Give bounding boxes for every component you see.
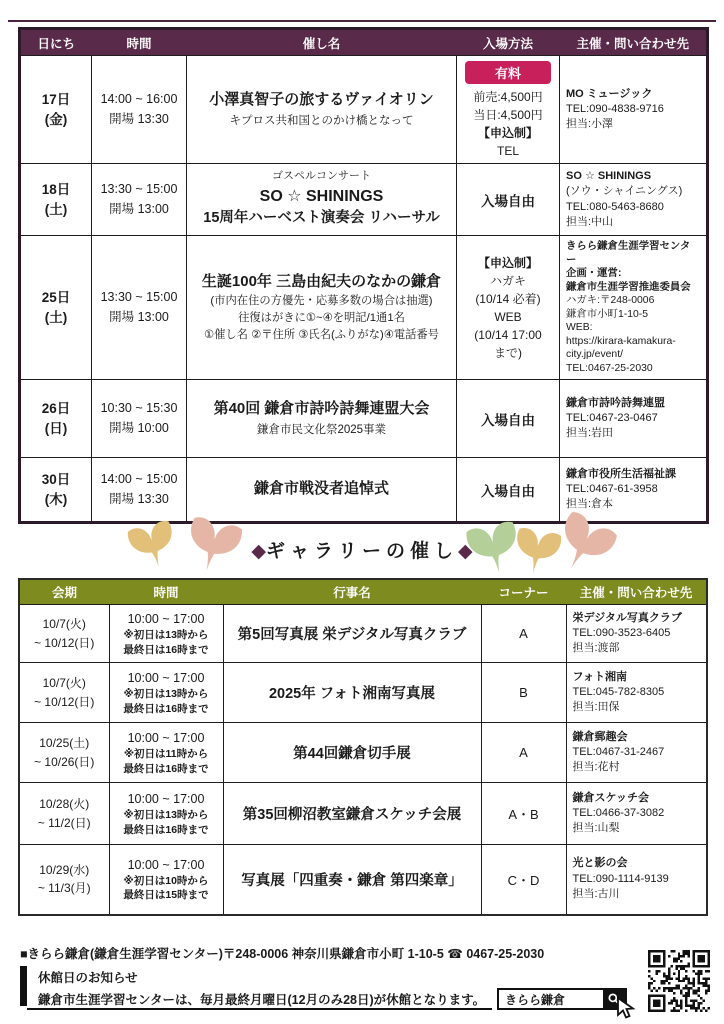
contact-line: TEL:090-1114-9139 (572, 872, 669, 885)
event-title: 小澤真智子の旅するヴァイオリン (209, 90, 434, 108)
col-header-date: 日にち (20, 29, 92, 56)
time-note: 最終日は16時まで (123, 823, 209, 836)
paid-badge: 有料 (465, 61, 551, 84)
events-header-row (20, 29, 708, 56)
gallery-section-title (0, 536, 724, 563)
admission-cell (457, 236, 560, 380)
contact-line: TEL:0467-23-0467 (566, 412, 658, 425)
corner-text: A (519, 626, 528, 641)
event-title-cell (187, 380, 457, 458)
contact-cell (566, 723, 707, 783)
exhibit-title: 2025年 フォト湘南写真展 (268, 686, 436, 702)
contact-line: 栄デジタル写真クラブ (572, 611, 682, 624)
contact-line: フォト湘南 (572, 670, 627, 683)
contact-line: 担当:中山 (566, 215, 614, 228)
table-row (20, 56, 708, 164)
search-box-graphic (497, 988, 627, 1010)
contact-line: 担当:山梨 (572, 822, 620, 835)
table-row (19, 783, 707, 845)
time-note: 最終日は16時まで (123, 702, 209, 715)
contact-line: WEB: (566, 322, 593, 334)
contact-cell (566, 605, 707, 663)
diamond-icon: ◆ (251, 541, 266, 562)
open-time-text: 開場 13:30 (109, 111, 169, 126)
time-cell (109, 783, 223, 845)
qr-code (648, 950, 710, 1012)
notice-underline (27, 1008, 492, 1010)
time-text: 10:30 ~ 15:30 (100, 401, 178, 416)
gallery-title-text: ギャラリーの催し (265, 541, 458, 562)
facility-address (20, 944, 544, 962)
open-time-text: 開場 10:00 (109, 420, 169, 435)
col-header-event-name: 催し名 (187, 29, 457, 56)
contact-url-line: city.jp/event/ (566, 349, 623, 361)
contact-line: (ソウ・シャイニングス) (566, 185, 683, 198)
period-end: ~ 11/2(日) (37, 815, 91, 830)
contact-line: 担当:花村 (572, 761, 620, 774)
gallery-section-banner (0, 512, 724, 578)
period-start: 10/7(火) (42, 616, 86, 631)
weekday-text: (金) (44, 111, 68, 127)
period-end: ~ 10/12(日) (34, 635, 95, 650)
col-header-corner: コーナー (481, 579, 566, 605)
admission-line: ハガキ (489, 273, 526, 288)
time-text: 14:00 ~ 16:00 (100, 92, 178, 107)
event-kicker: ゴスペルコンサート (272, 170, 371, 183)
col-header-contact: 主催・問い合わせ先 (560, 29, 708, 56)
period-cell (19, 783, 109, 845)
time-text: 14:00 ~ 15:00 (100, 472, 178, 487)
open-time-text: 開場 13:00 (109, 309, 169, 324)
col-header-period: 会期 (19, 579, 109, 605)
cursor-arrow-icon (614, 996, 638, 1024)
corner-text: A (519, 745, 528, 760)
period-start: 10/28(火) (39, 796, 90, 811)
contact-line: 鎌倉市役所生活福祉課 (566, 467, 676, 480)
contact-line: 担当:小澤 (566, 118, 614, 131)
table-row (20, 164, 708, 236)
corner-text: A・B (508, 807, 539, 822)
contact-line: 鎌倉市小町1-10-5 (566, 308, 648, 320)
open-time-text: 開場 13:30 (109, 491, 169, 506)
col-header-exhibit-name: 行事名 (223, 579, 481, 605)
exhibit-title-cell (223, 783, 481, 845)
event-title-cell (187, 164, 457, 236)
exhibit-title-cell (223, 663, 481, 723)
closure-notice-title: 休館日のお知らせ (38, 971, 138, 985)
time-text: 13:30 ~ 15:00 (100, 290, 178, 305)
admission-line: 入場自由 (481, 483, 535, 499)
exhibit-title-cell (223, 723, 481, 783)
event-subtitle: 鎌倉市民文化祭2025事業 (256, 424, 387, 437)
contact-line: TEL:0466-37-3082 (572, 806, 665, 819)
time-note: ※初日は13時から (123, 628, 209, 641)
weekday-text: (土) (44, 309, 68, 325)
time-note: 最終日は15時まで (123, 889, 209, 902)
date-cell (20, 164, 92, 236)
weekday-text: (木) (44, 491, 68, 507)
table-row (20, 380, 708, 458)
event-title: SO ☆ SHININGS (259, 187, 384, 205)
time-note: ※初日は13時から (123, 687, 209, 700)
contact-line: TEL:0467-61-3958 (566, 483, 658, 496)
corner-cell (481, 723, 566, 783)
event-detail-line: 往復はがきに①~④を明記/1通1名 (238, 312, 405, 325)
time-note: 最終日は16時まで (123, 762, 209, 775)
date-text: 18日 (41, 181, 71, 197)
date-text: 26日 (41, 401, 71, 417)
contact-line: TEL:0467-25-2030 (566, 362, 653, 374)
period-cell (19, 663, 109, 723)
contact-line: TEL:090-4838-9716 (566, 102, 664, 115)
admission-line: 当日:4,500円 (473, 108, 543, 122)
time-cell (92, 236, 187, 380)
table-row (19, 605, 707, 663)
phone-icon: ☎ (447, 947, 463, 961)
period-cell (19, 723, 109, 783)
period-start: 10/29(水) (39, 862, 90, 877)
exhibit-title: 写真展「四重奏・鎌倉 第四楽章」 (241, 872, 463, 889)
exhibit-title: 第35回柳沼教室鎌倉スケッチ会展 (242, 807, 462, 823)
time-cell (109, 723, 223, 783)
exhibit-title-cell (223, 845, 481, 915)
exhibit-title: 第5回写真展 栄デジタル写真クラブ (237, 627, 467, 643)
table-row (20, 236, 708, 380)
date-text: 30日 (41, 472, 71, 488)
corner-text: C・D (507, 872, 540, 888)
contact-cell (560, 56, 708, 164)
table-row (19, 845, 707, 915)
admission-line: 【申込制】 (477, 255, 538, 270)
col-header-contact: 主催・問い合わせ先 (566, 579, 707, 605)
time-cell (92, 56, 187, 164)
time-text: 10:00 ~ 17:00 (127, 611, 205, 626)
period-cell (19, 845, 109, 915)
event-detail-line: ①催し名 ②〒住所 ③氏名(ふりがな)④電話番号 (203, 329, 440, 342)
exhibit-title-cell (223, 605, 481, 663)
corner-cell (481, 783, 566, 845)
date-cell (20, 380, 92, 458)
exhibit-title: 第44回鎌倉切手展 (293, 746, 411, 762)
time-cell (109, 845, 223, 915)
time-note: ※初日は13時から (123, 808, 209, 821)
contact-line: 鎌倉市詩吟詩舞連盟 (566, 396, 665, 409)
time-cell (92, 380, 187, 458)
date-cell (20, 56, 92, 164)
contact-line: 担当:田保 (572, 701, 620, 714)
open-time-text: 開場 13:00 (109, 201, 169, 216)
time-text: 10:00 ~ 17:00 (127, 791, 205, 806)
date-text: 17日 (41, 91, 71, 107)
diamond-icon: ◆ (458, 541, 473, 562)
period-end: ~ 10/12(日) (34, 694, 95, 709)
admission-cell (457, 56, 560, 164)
contact-cell (560, 236, 708, 380)
contact-line: ハガキ:〒248-0006 (566, 295, 655, 307)
admission-cell (457, 164, 560, 236)
admission-line: 前売:4,500円 (473, 90, 543, 104)
contact-line: 企画・運営: (566, 268, 622, 280)
contact-line: 担当:岩田 (566, 427, 614, 440)
time-cell (109, 605, 223, 663)
corner-cell (481, 663, 566, 723)
table-row (19, 663, 707, 723)
address-text: ■きらら鎌倉(鎌倉生涯学習センター)〒248-0006 神奈川県鎌倉市小町 1-10-5 (20, 947, 444, 961)
admission-line: (10/14 17:00 (474, 327, 542, 342)
table-row (19, 723, 707, 783)
admission-line: 入場自由 (481, 412, 535, 428)
closure-notice-body: 鎌倉市生涯学習センターは、毎月最終月曜日(12月のみ28日)が休館となります。 (38, 993, 486, 1007)
period-start: 10/25(土) (39, 735, 90, 750)
admission-line: 【申込制】 (477, 126, 538, 140)
contact-line: TEL:045-782-8305 (572, 685, 665, 698)
admission-line: TEL (496, 144, 519, 158)
contact-url-line: https://kirara-kamakura- (566, 335, 676, 347)
event-title: 鎌倉市戦没者追悼式 (253, 480, 389, 498)
time-note: ※初日は11時から (123, 747, 209, 760)
event-title: 生誕100年 三島由紀夫のなかの鎌倉 (201, 272, 442, 290)
event-title-cell (187, 56, 457, 164)
admission-line: (10/14 必着) (475, 291, 541, 306)
contact-cell (566, 783, 707, 845)
contact-line: 担当:倉本 (566, 498, 614, 511)
period-end: ~ 10/26(日) (34, 754, 95, 769)
phone-number: 0467-25-2030 (466, 947, 545, 961)
events-table (18, 27, 709, 524)
col-header-time: 時間 (92, 29, 187, 56)
time-text: 10:00 ~ 17:00 (127, 670, 205, 685)
contact-line: SO ☆ SHININGS (566, 170, 652, 183)
contact-cell (566, 845, 707, 915)
time-note: 最終日は16時まで (123, 643, 209, 656)
contact-line: 鎌倉市生涯学習推進委員会 (566, 281, 691, 293)
event-subtitle: キプロス共和国とのかけ橋となって (229, 115, 414, 128)
admission-cell (457, 380, 560, 458)
contact-line: 光と影の会 (572, 857, 628, 870)
time-text: 10:00 ~ 17:00 (127, 730, 205, 745)
contact-line: MO ミュージック (566, 87, 653, 100)
event-title-cell (187, 236, 457, 380)
corner-cell (481, 845, 566, 915)
time-cell (109, 663, 223, 723)
event-title: 第40回 鎌倉市詩吟詩舞連盟大会 (213, 399, 430, 417)
weekday-text: (日) (44, 420, 68, 436)
gallery-header-row (19, 579, 707, 605)
admission-line: まで) (494, 345, 522, 360)
contact-cell (566, 663, 707, 723)
period-start: 10/7(火) (42, 675, 86, 690)
contact-cell (560, 380, 708, 458)
contact-line: TEL:0467-31-2467 (572, 745, 665, 758)
contact-line: きらら鎌倉生涯学習センター (566, 241, 691, 266)
gallery-table (18, 578, 708, 916)
admission-line: 入場自由 (481, 193, 535, 209)
contact-line: 担当:渡部 (572, 642, 620, 655)
event-title-2: 15周年ハーベスト演奏会 リハーサル (203, 209, 440, 226)
admission-line: WEB (494, 309, 522, 324)
weekday-text: (土) (44, 201, 68, 217)
time-text: 10:00 ~ 17:00 (127, 857, 205, 872)
contact-cell (560, 164, 708, 236)
search-keyword: きらら鎌倉 (505, 992, 566, 1007)
period-end: ~ 11/3(月) (37, 881, 91, 896)
corner-text: B (519, 685, 528, 700)
time-note: ※初日は10時から (123, 874, 209, 887)
top-divider (8, 20, 716, 22)
time-cell (92, 164, 187, 236)
contact-line: TEL:080-5463-8680 (566, 200, 664, 213)
period-cell (19, 605, 109, 663)
event-detail-line: (市内在住の方優先・応募多数の場合は抽選) (210, 295, 433, 308)
contact-line: 鎌倉郵趣会 (572, 730, 628, 743)
contact-line: 鎌倉スケッチ会 (572, 791, 649, 804)
date-cell (20, 236, 92, 380)
date-text: 25日 (41, 290, 71, 306)
time-text: 13:30 ~ 15:00 (100, 182, 178, 197)
contact-line: 担当:古川 (572, 887, 620, 900)
col-header-admission: 入場方法 (457, 29, 560, 56)
corner-cell (481, 605, 566, 663)
notice-accent-bar (20, 966, 27, 1006)
col-header-time: 時間 (109, 579, 223, 605)
contact-line: TEL:090-3523-6405 (572, 626, 671, 639)
